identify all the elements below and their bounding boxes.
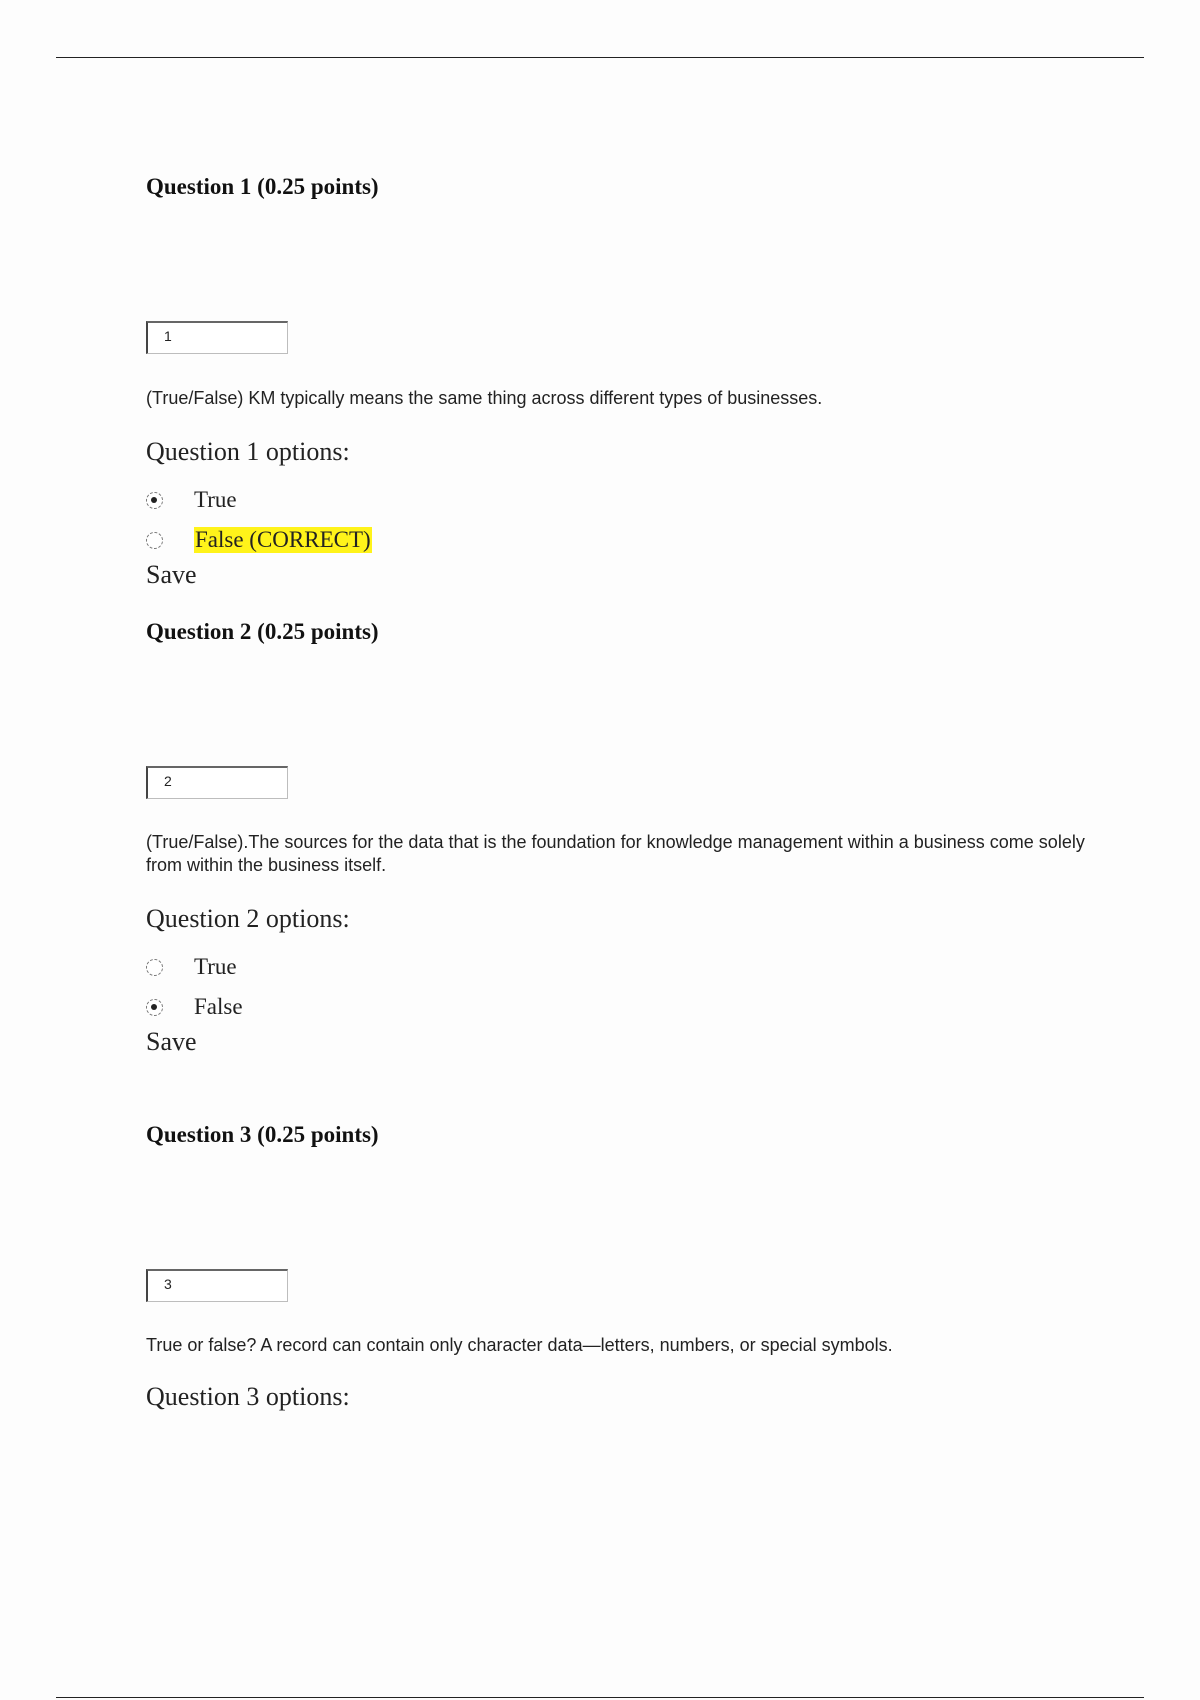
question-3	[146, 1122, 1096, 1411]
question-number-box: 3	[146, 1269, 288, 1302]
options-label: Question 3 options:	[146, 1382, 350, 1411]
option-label-correct: False (CORRECT)	[195, 527, 371, 552]
top-rule	[56, 57, 1144, 58]
save-button[interactable]: Save	[146, 1027, 197, 1056]
option-false[interactable]	[146, 992, 243, 1022]
question-text: True or false? A record can contain only character data—letters, numbers, or special symbols.	[146, 1335, 893, 1355]
question-2	[146, 619, 1096, 1056]
radio-button[interactable]	[146, 532, 163, 549]
question-text: (True/False) KM typically means the same thing across different types of businesses.	[146, 388, 823, 408]
option-false[interactable]	[146, 525, 372, 555]
radio-button[interactable]	[146, 959, 163, 976]
question-number-box: 2	[146, 766, 288, 799]
radio-button-checked[interactable]	[146, 999, 163, 1016]
question-number-box: 1	[146, 321, 288, 354]
question-title: Question 2 (0.25 points)	[146, 619, 379, 644]
radio-button-checked[interactable]	[146, 492, 163, 509]
question-text: (True/False).The sources for the data that is the foundation for knowledge management within a business come solely from within the business itself.	[146, 832, 1085, 875]
option-label: True	[194, 487, 237, 512]
option-true[interactable]	[146, 952, 237, 982]
option-true[interactable]	[146, 485, 237, 515]
question-1	[146, 174, 1096, 589]
save-button[interactable]: Save	[146, 560, 197, 589]
option-label: True	[194, 954, 237, 979]
bottom-rule	[56, 1697, 1144, 1698]
options-label: Question 2 options:	[146, 904, 350, 933]
options-label: Question 1 options:	[146, 437, 350, 466]
option-label: False	[194, 994, 243, 1019]
question-title: Question 3 (0.25 points)	[146, 1122, 379, 1147]
question-title: Question 1 (0.25 points)	[146, 174, 379, 199]
